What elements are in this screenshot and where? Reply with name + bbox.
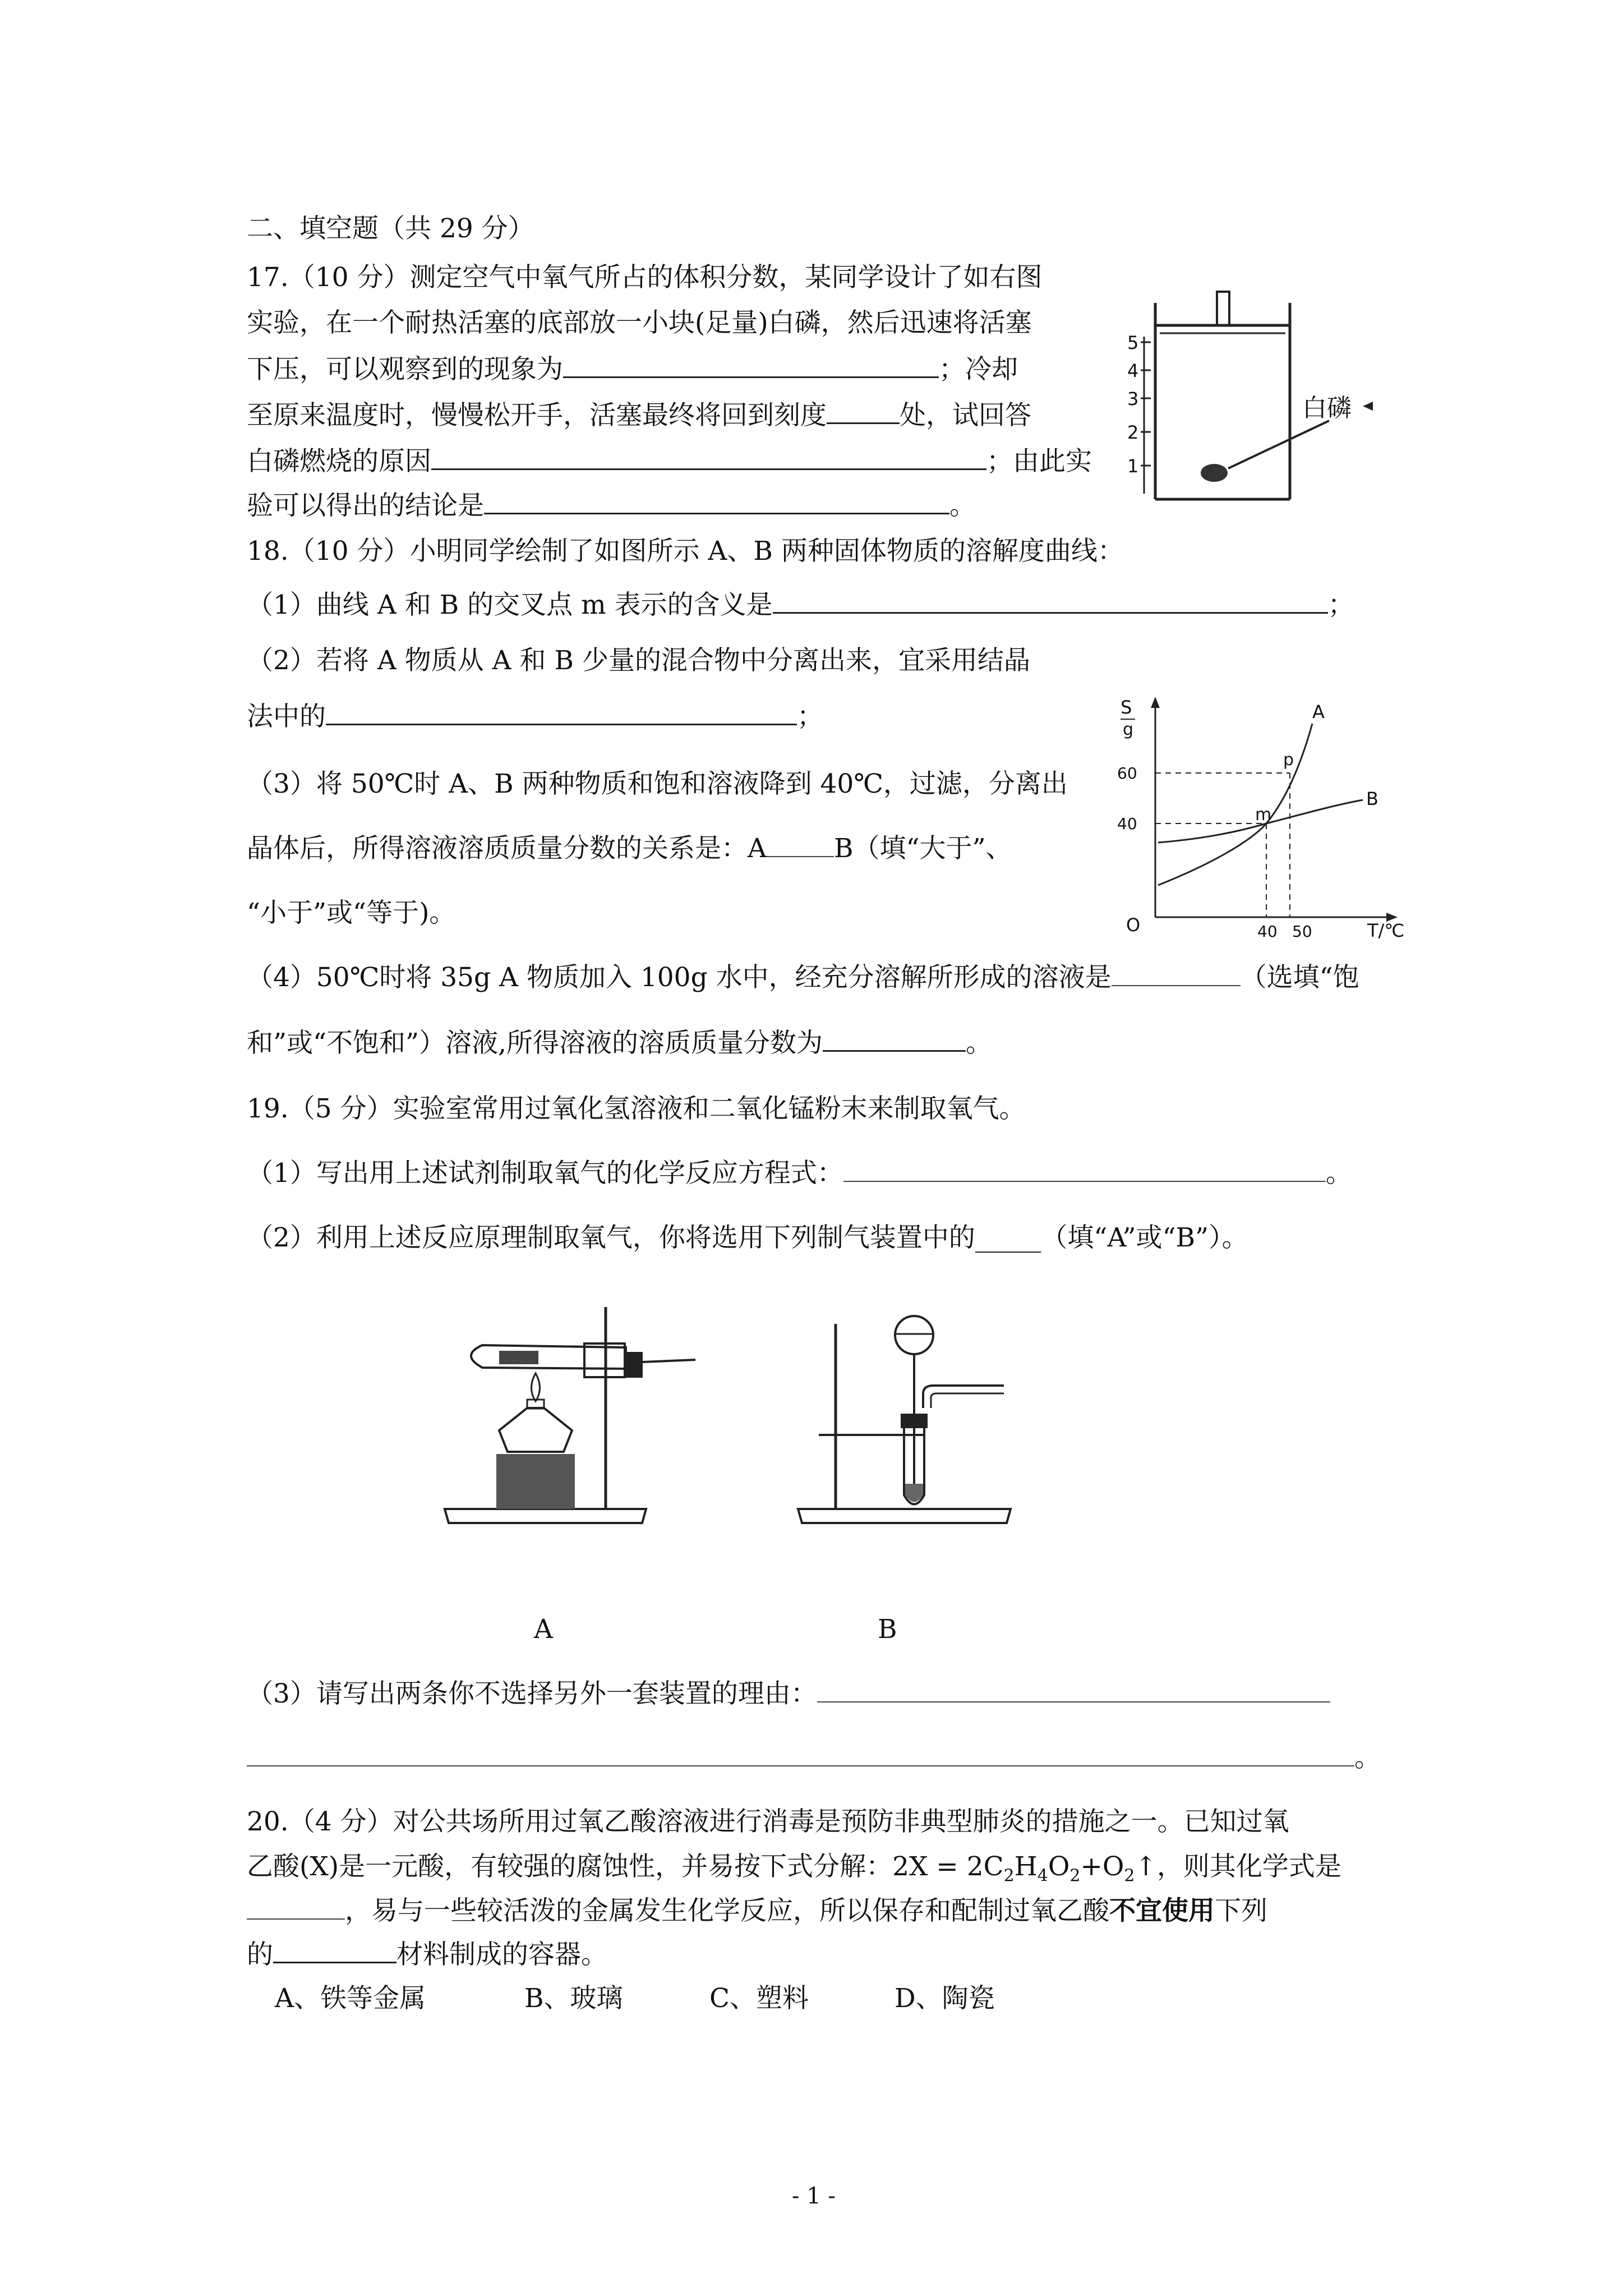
white-phosphorus-blob	[1201, 464, 1228, 482]
pointer-arrow	[1228, 421, 1329, 468]
stopper	[901, 1414, 928, 1428]
curve-a	[1158, 724, 1312, 885]
point-m-label: m	[1255, 805, 1272, 825]
y-axis-label-s: S	[1121, 697, 1132, 718]
q17-blank-scale[interactable]	[827, 400, 900, 424]
powder-in-tube	[499, 1351, 538, 1364]
q20-line-4: 的 材料制成的容器。	[247, 1939, 607, 1970]
q20-blank-material[interactable]	[273, 1939, 396, 1963]
q17-line-3: 下压，可以观察到的现象为 ；冷却	[247, 354, 1018, 385]
delivery-tube	[643, 1360, 695, 1362]
y-axis-arrow	[1151, 697, 1160, 708]
q18-part-4-line-2: 和”或“不饱和”）溶液,所得溶液的溶质质量分数为 。	[247, 1028, 993, 1059]
q18-part-2-line-2: 法中的 ；	[247, 701, 823, 732]
apparatus-a-heating-test-tube	[443, 1301, 707, 1537]
q20-option-d: D、陶瓷	[895, 1983, 995, 2014]
page-number: - 1 -	[792, 2183, 836, 2209]
q18-part-4-line-1: （4）50℃时将 35g A 物质加入 100g 水中，经充分溶解所形成的溶液是 （选填“饱	[247, 962, 1359, 993]
q19-blank-reason-line-1[interactable]	[817, 1679, 1330, 1703]
q17-blank-conclusion[interactable]	[484, 490, 949, 514]
q17-blank-phenomenon[interactable]	[563, 354, 939, 378]
apparatus-b-caption: B	[878, 1614, 897, 1645]
point-p-label: p	[1283, 750, 1294, 770]
delivery-tube	[923, 1386, 1004, 1408]
q18-blank-saturation[interactable]	[1112, 963, 1241, 986]
section-title: 二、填空题（共 29 分）	[247, 213, 534, 244]
q17-blank-reason[interactable]	[431, 446, 986, 470]
q18-blank-intersection[interactable]	[773, 590, 1328, 614]
scale-label-3: 3	[1127, 388, 1139, 409]
q20-line-3: ，易与一些较活泼的金属发生化学反应，所以保存和配制过氧乙酸不宜使用下列	[247, 1894, 1267, 1928]
q20-option-a: A、铁等金属	[275, 1983, 426, 2014]
curve-b-label: B	[1366, 788, 1378, 809]
y-tick-40: 40	[1117, 815, 1137, 833]
solubility-curve-chart	[1105, 690, 1419, 942]
q19-intro: 19.（5 分）实验室常用过氧化氢溶液和二氧化锰粉末来制取氧气。	[247, 1093, 1026, 1124]
y-axis-label-g: g	[1123, 720, 1134, 739]
wooden-block	[496, 1454, 575, 1509]
x-tick-40: 40	[1257, 922, 1278, 941]
origin-label: O	[1126, 914, 1141, 936]
q19-part-1: （1）写出用上述试剂制取氧气的化学反应方程式： 。	[247, 1158, 1352, 1189]
q18-blank-mass-fraction[interactable]	[823, 1028, 966, 1052]
test-tube-stopper	[626, 1352, 643, 1378]
q18-blank-crystallization[interactable]	[326, 701, 797, 725]
apparatus-b-separatory-funnel	[796, 1301, 1060, 1537]
curve-a-label: A	[1312, 701, 1325, 723]
scale-ticks	[1141, 342, 1151, 466]
q20-line-2: 乙酸(X)是一元酸，有较强的腐蚀性，并易按下式分解：$2X = 2C_2H_4O_2+O_2↑$，则其化学式是	[247, 1851, 1341, 1886]
dashed-guides	[1155, 773, 1290, 917]
q18-part-3-line-2: 晶体后，所得溶液溶质质量分数的关系是：A B（填“大于”、	[247, 833, 1012, 864]
q19-part-3: （3）请写出两条你不选择另外一套装置的理由：	[247, 1677, 1330, 1711]
flame	[532, 1373, 540, 1401]
q18-blank-comparison[interactable]	[767, 834, 834, 857]
scale-label-4: 4	[1127, 360, 1139, 381]
q18-intro: 18.（10 分）小明同学绘制了如图所示 A、B 两种固体物质的溶解度曲线：	[247, 536, 1124, 567]
scale-label-2: 2	[1127, 422, 1139, 443]
y-tick-60: 60	[1117, 764, 1137, 783]
q20-option-b: B、玻璃	[524, 1983, 623, 2014]
q18-part-2-line-1: （2）若将 A 物质从 A 和 B 少量的混合物中分离出来，宜采用结晶	[247, 645, 1030, 676]
q18-part-1: （1）曲线 A 和 B 的交叉点 m 表示的含义是 ；	[247, 590, 1354, 620]
q19-blank-reason-line-2[interactable]	[247, 1743, 1354, 1766]
piston-cylinder-figure	[1116, 286, 1408, 505]
test-tube	[471, 1345, 626, 1369]
q19-blank-equation[interactable]	[843, 1158, 1326, 1182]
x-tick-50: 50	[1292, 922, 1312, 941]
q19-part-2: （2）利用上述反应原理制取氧气，你将选用下列制气装置中的_____（填“A”或“B”）。	[247, 1222, 1248, 1253]
q20-blank-formula[interactable]	[247, 1896, 345, 1920]
stand-base	[798, 1509, 1011, 1523]
q20-option-c: C、塑料	[709, 1983, 809, 2014]
label-arrow-tip	[1363, 402, 1373, 411]
alcohol-lamp	[499, 1408, 572, 1452]
q17-line-4: 至原来温度时，慢慢松开手，活塞最终将回到刻度 处，试回答	[247, 400, 1031, 431]
q17-line-1: 17.（10 分）测定空气中氧气所占的体积分数，某同学设计了如右图	[247, 262, 1043, 293]
q20-line-1: 20.（4 分）对公共场所用过氧乙酸溶液进行消毒是预防非典型肺炎的措施之一。已知过氧	[247, 1806, 1289, 1837]
scale-label-1: 1	[1127, 455, 1139, 477]
q18-part-3-line-1: （3）将 50℃时 A、B 两种物质和饱和溶液降到 40℃，过滤，分离出	[247, 769, 1068, 799]
q17-line-5: 白磷燃烧的原因 ；由此实	[247, 446, 1092, 477]
piston-rod	[1217, 292, 1229, 325]
q17-line-2: 实验，在一个耐热活塞的底部放一小块(足量)白磷，然后迅速将活塞	[247, 307, 1032, 338]
stand-base	[445, 1509, 646, 1523]
funnel-bulb	[895, 1316, 933, 1354]
q17-line-6: 验可以得出的结论是 。	[247, 490, 976, 521]
scale-label-5: 5	[1127, 332, 1139, 353]
q19-part-3-line-2: 。	[247, 1741, 1381, 1775]
white-phosphorus-label: 白磷	[1302, 394, 1352, 422]
x-axis-label: T/℃	[1367, 920, 1405, 941]
q18-part-3-line-3: “小于”或“等于)。	[247, 898, 456, 928]
apparatus-a-caption: A	[534, 1614, 553, 1645]
